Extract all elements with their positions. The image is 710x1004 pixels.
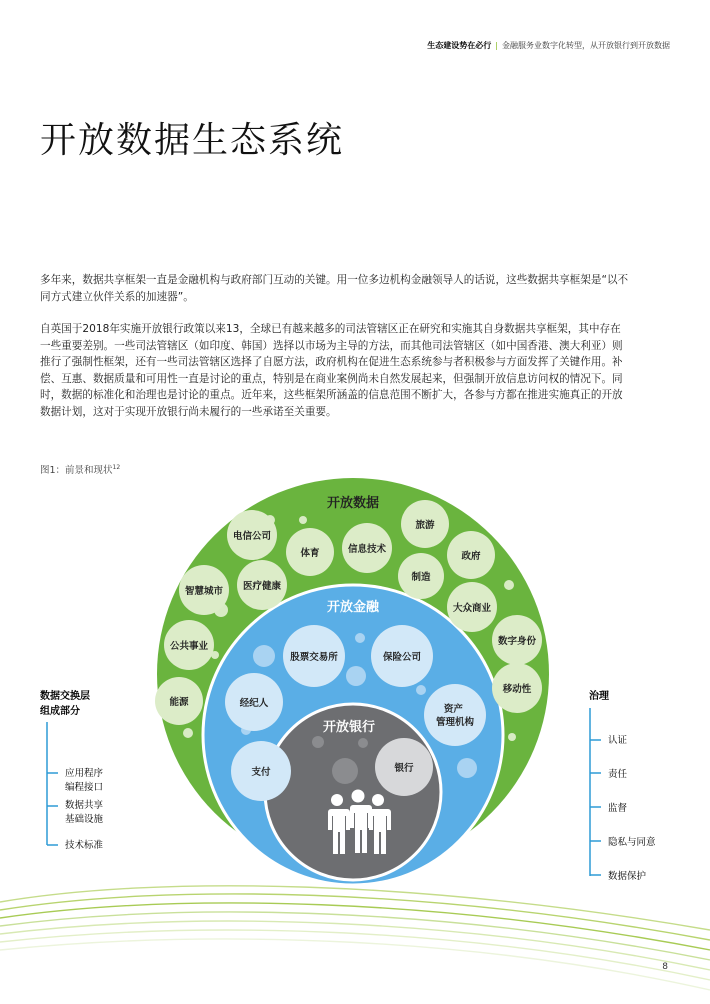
right-legend-title: 治理 <box>589 691 609 702</box>
left-legend-item-2-line2: 基础设施 <box>65 814 104 825</box>
middle-bubble-asset-management <box>424 684 486 746</box>
outer-bubble-tourism <box>401 500 449 548</box>
outer-bubble-government <box>447 531 495 579</box>
outer-bubble-digital-identity-label: 数字身份 <box>497 636 537 647</box>
outer-bubble-mobility-label: 移动性 <box>502 684 532 695</box>
right-legend-item-5: 数据保护 <box>608 871 647 882</box>
middle-bubble-insurance <box>371 625 433 687</box>
inner-bubble-bank <box>375 738 433 796</box>
right-legend-item-1: 认证 <box>608 735 628 746</box>
outer-bubble-sports <box>286 528 334 576</box>
left-legend-item-2-line1: 数据共享 <box>65 800 104 811</box>
decorative-swoosh <box>0 886 710 990</box>
header-section: 生态建设势在必行 <box>427 41 492 50</box>
outer-bubble-telecom-label: 电信公司 <box>232 531 272 542</box>
page-header <box>427 40 670 51</box>
outer-bubble-mass-commerce-label: 大众商业 <box>452 603 492 614</box>
right-legend-item-3: 监督 <box>608 803 628 814</box>
right-legend <box>589 689 656 882</box>
outer-bubble-tourism-label: 旅游 <box>415 520 435 531</box>
inner-core-label: 开放银行 <box>322 720 376 735</box>
outer-bubble-healthcare <box>237 560 287 610</box>
figure-caption-sup: 12 <box>112 463 121 471</box>
asset-management-line1: 资产 <box>443 704 463 715</box>
asset-management-line2: 管理机构 <box>435 717 475 728</box>
middle-bubble-insurance-label: 保险公司 <box>382 652 422 663</box>
outer-ring-label: 开放数据 <box>326 496 380 511</box>
right-legend-item-4: 隐私与同意 <box>608 837 656 848</box>
left-legend-title-line1: 数据交换层 <box>40 691 90 702</box>
left-legend-item-3: 技术标准 <box>65 840 104 851</box>
outer-bubble-energy-label: 能源 <box>169 697 189 708</box>
outer-bubble-utilities-label: 公共事业 <box>169 641 209 652</box>
outer-bubble-energy <box>155 677 203 725</box>
middle-bubble-payment-label: 支付 <box>251 767 271 778</box>
outer-bubble-sports-label: 体育 <box>300 548 320 559</box>
middle-bubble-stock-exchange <box>283 625 345 687</box>
outer-bubble-manufacturing-label: 制造 <box>411 572 431 583</box>
left-legend-title-line2: 组成部分 <box>40 706 80 717</box>
header-subtitle: 金融服务业数字化转型，从开放银行到开放数据 <box>502 41 670 50</box>
outer-bubble-mass-commerce <box>447 582 497 632</box>
outer-bubble-healthcare-label: 医疗健康 <box>242 581 282 592</box>
middle-bubble-payment <box>231 741 291 801</box>
outer-bubble-telecom <box>227 510 277 560</box>
outer-bubble-manufacturing <box>398 553 444 599</box>
outer-bubble-mobility <box>492 663 542 713</box>
outer-bubble-digital-identity <box>492 615 542 665</box>
middle-bubble-broker <box>225 673 283 731</box>
outer-bubble-smart-city-label: 智慧城市 <box>184 586 224 597</box>
left-legend <box>40 689 104 851</box>
left-legend-item-1-line2: 编程接口 <box>65 782 104 793</box>
header-separator: | <box>495 41 498 50</box>
outer-bubble-government-label: 政府 <box>461 551 481 562</box>
outer-bubble-it-label: 信息技术 <box>347 544 387 555</box>
left-legend-item-1-line1: 应用程序 <box>65 768 104 779</box>
middle-bubble-broker-label: 经纪人 <box>239 698 269 709</box>
paragraph-2: 自英国于2018年实施开放银行政策以来13，全球已有越来越多的司法管辖区正在研究和实施其自身数据共享框架，其中存在一些重要差别。一些司法管辖区（如印度、韩国）选择以市场为主导的方法，而其他司法管辖区（如中国香港、澳大利亚）则推行了强制性框架，还有一些司法管辖区选择了自愿方法，政府机构在促进生态系统参与者积极参与方面发挥了关键作用。补偿、互惠、数据质量和可用性一直是讨论的重点，特别是在商业案例尚未自然发展起来，但强制开放信息访问权的情况下。同时，数据的标准化和治理也是讨论的重点。近年来，这些框架所涵盖的信息范围不断扩大，各参与方都在推进实施真正的开放数据计划，这对于实现开放银行尚未履行的一些承诺至关重要。 <box>40 323 623 418</box>
middle-ring-label: 开放金融 <box>326 600 380 615</box>
page-title: 开放数据生态系统 <box>40 120 345 161</box>
ecosystem-diagram <box>0 470 710 1004</box>
middle-bubble-stock-exchange-label: 股票交易所 <box>290 652 338 663</box>
figure-caption-text: 图1：前景和现状 <box>40 465 113 476</box>
outer-bubble-smart-city <box>179 565 229 615</box>
right-legend-item-2: 责任 <box>608 769 628 780</box>
outer-bubble-it <box>342 523 392 573</box>
people-icon <box>327 790 391 855</box>
outer-bubble-utilities <box>164 620 214 670</box>
page-number: 8 <box>662 962 668 972</box>
paragraph-1: 多年来，数据共享框架一直是金融机构与政府部门互动的关键。用一位多边机构金融领导人的话说，这些数据共享框架是“以不同方式建立伙伴关系的加速器”。 <box>40 274 629 303</box>
inner-bubble-bank-label: 银行 <box>394 763 414 774</box>
